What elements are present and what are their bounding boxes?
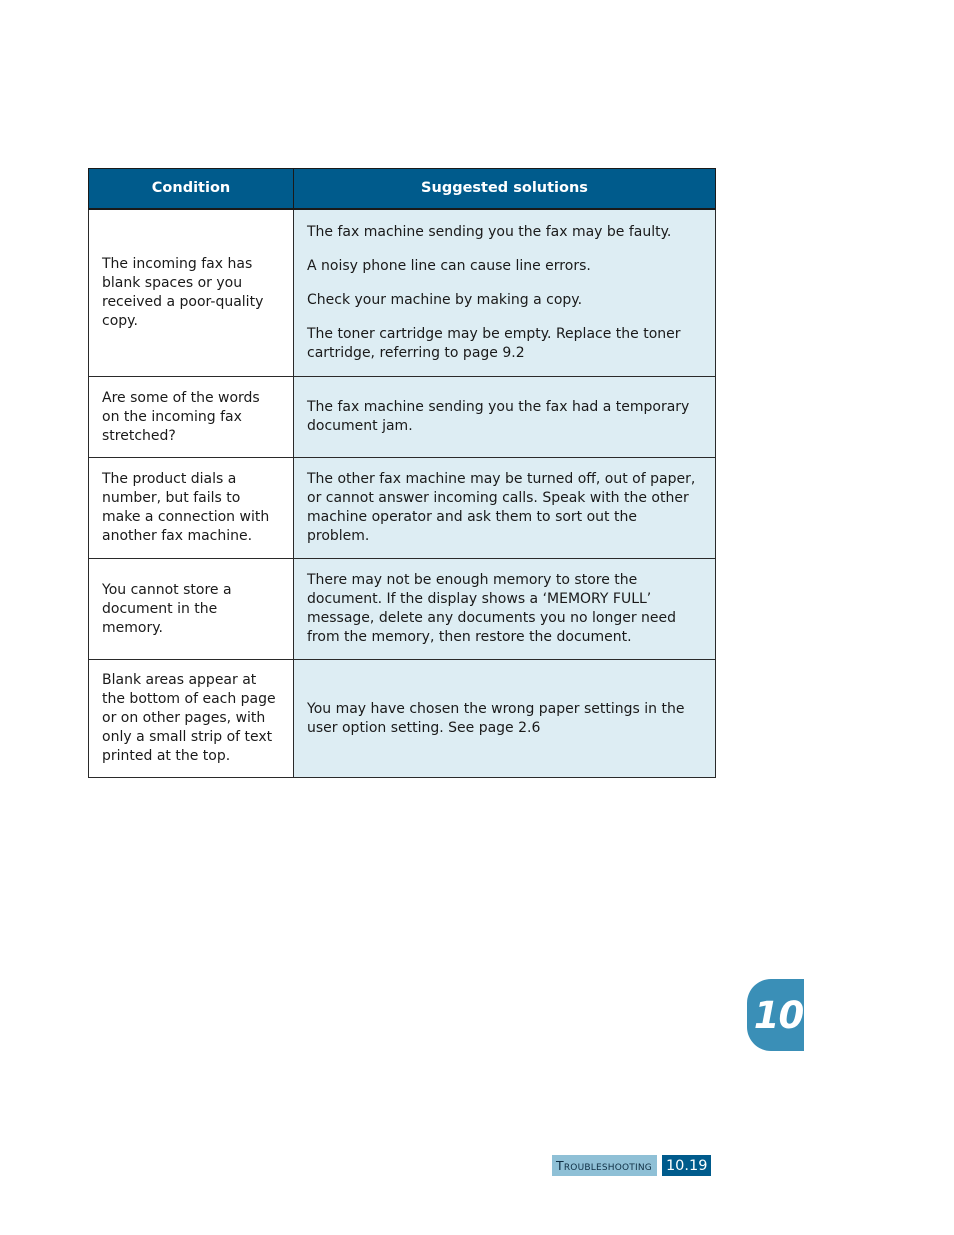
solution-cell — [294, 458, 716, 559]
solution-text: The fax machine sending you the fax had a temporary document jam. — [307, 399, 690, 434]
solution-cell — [294, 209, 716, 377]
solution-text: The other fax machine may be turned off, out of paper, or cannot answer incoming calls. Speak with the other machine operator and ask them to sort out the problem. — [307, 471, 696, 544]
table-row — [89, 458, 716, 559]
solution-cell — [294, 559, 716, 660]
solution-text: There may not be enough memory to store the document. If the display shows a ‘MEMORY FULL’ message, delete any documents you no longer need from the memory, then restore the document. — [307, 572, 677, 645]
chapter-tab — [747, 979, 804, 1051]
table-row — [89, 209, 716, 377]
solution-text: A noisy phone line can cause line errors. — [307, 258, 591, 274]
solution-text: Check your machine by making a copy. — [307, 292, 583, 308]
condition-cell: The incoming fax has blank spaces or you received a poor-quality copy. — [89, 209, 294, 377]
solution-text: You may have chosen the wrong paper settings in the user option setting. See page 2.6 — [307, 700, 685, 736]
solution-cell — [294, 660, 716, 778]
solution-cell — [294, 377, 716, 458]
footer-section-title: Troubleshooting — [552, 1155, 657, 1176]
table-row — [89, 377, 716, 458]
table-header-row — [89, 169, 716, 210]
footer-page-number: 10.19 — [662, 1155, 712, 1176]
condition-cell: Blank areas appear at the bottom of each page or on other pages, with only a small strip of text printed at the top. — [89, 660, 294, 778]
troubleshooting-table — [88, 168, 716, 778]
condition-cell: You cannot store a document in the memory. — [89, 559, 294, 660]
table-row — [89, 660, 716, 778]
page-footer — [552, 1155, 711, 1176]
chapter-number: 10 — [753, 993, 804, 1037]
solution-text: The toner cartridge may be empty. Replace the toner cartridge, referring to page 9.2 — [307, 326, 681, 361]
condition-cell: The product dials a number, but fails to make a connection with another fax machine. — [89, 458, 294, 559]
solution-text: The fax machine sending you the fax may be faulty. — [307, 224, 672, 240]
header-condition: Condition — [89, 169, 294, 210]
condition-cell: Are some of the words on the incoming fax stretched? — [89, 377, 294, 458]
table-row — [89, 559, 716, 660]
header-suggested-solutions: Suggested solutions — [294, 169, 716, 210]
